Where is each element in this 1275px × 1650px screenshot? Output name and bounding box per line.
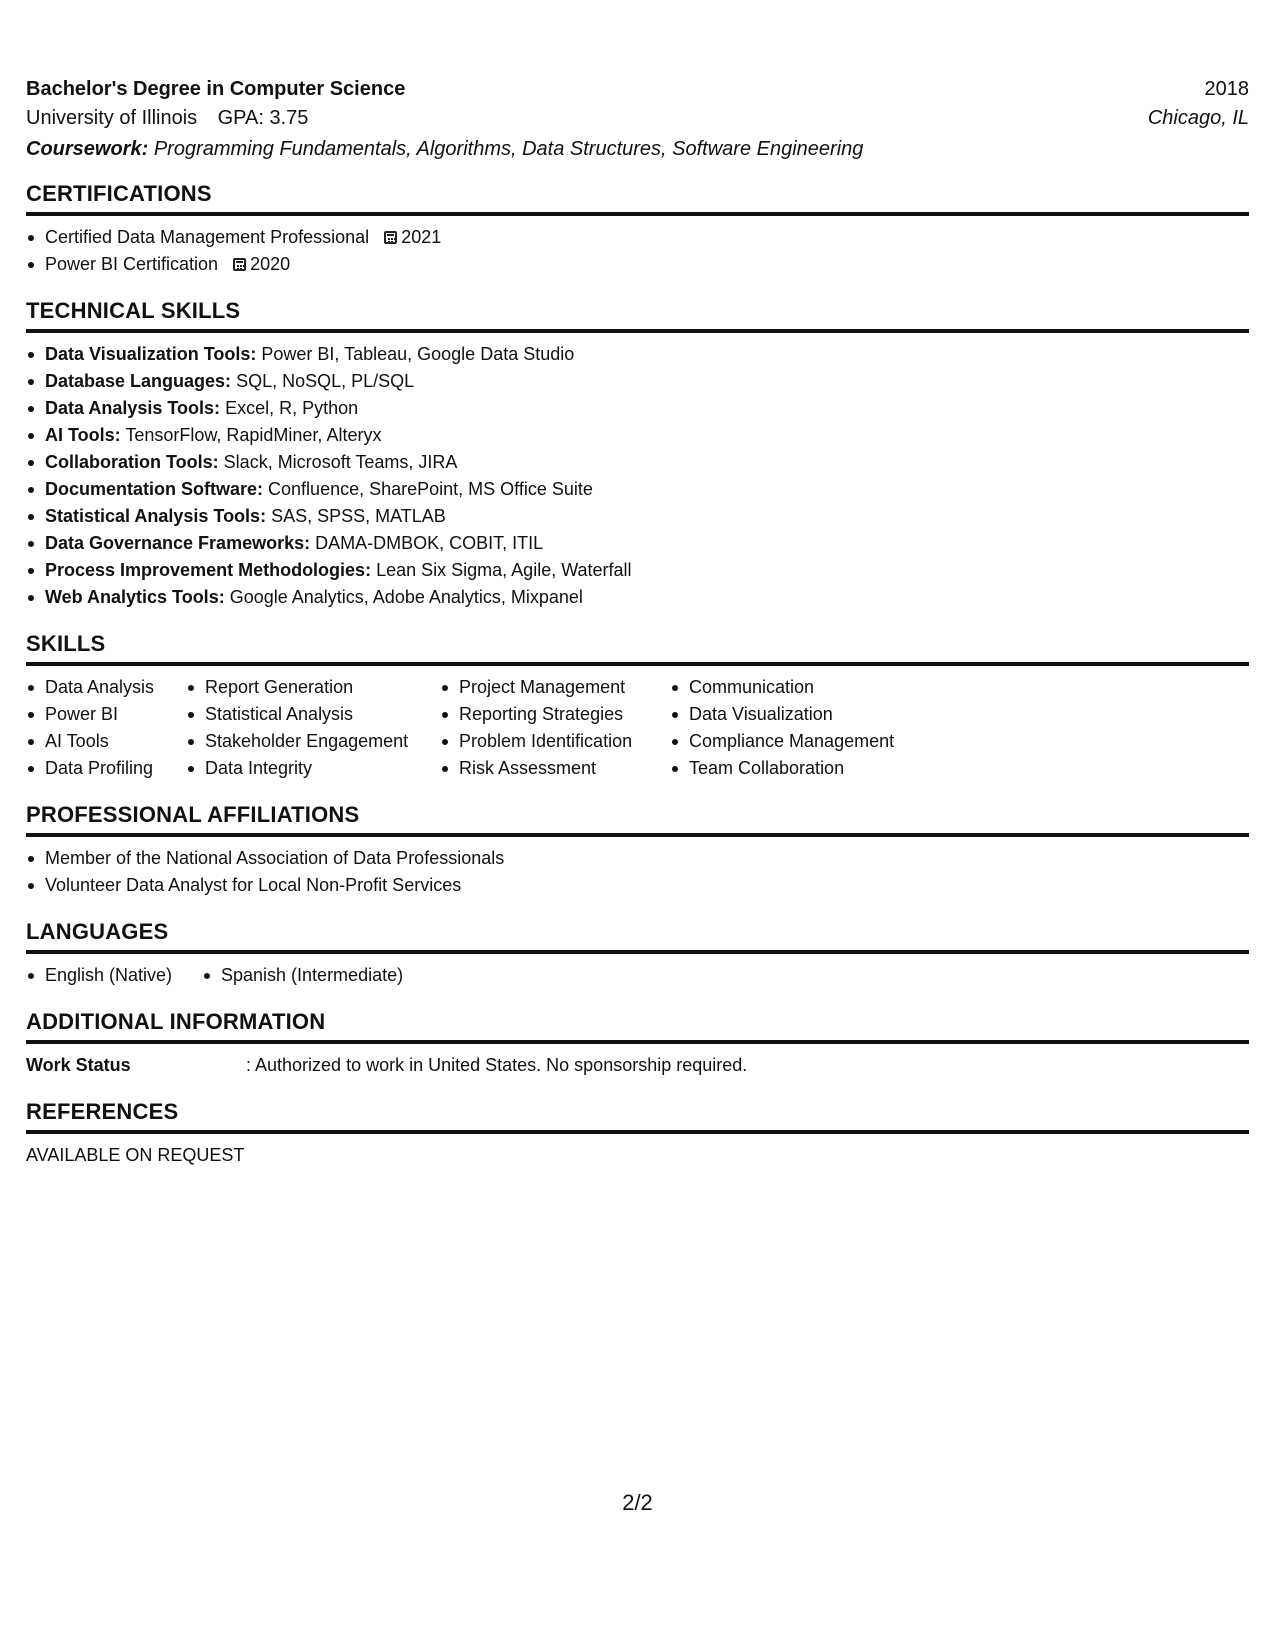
technical-skill-item <box>26 395 1249 422</box>
technical-skill-label: Data Governance Frameworks: <box>45 533 311 553</box>
technical-skill-label: Process Improvement Methodologies: <box>45 560 372 580</box>
skill-item: Data Analysis <box>26 674 186 701</box>
technical-skill-value: Google Analytics, Adobe Analytics, Mixpanel <box>229 587 583 607</box>
skill-item: Problem Identification <box>440 728 670 755</box>
education-degree: Bachelor's Degree in Computer Science <box>26 78 406 100</box>
work-status-row <box>26 1052 1249 1079</box>
technical-skill-label: Statistical Analysis Tools: <box>45 506 267 526</box>
technical-skills-list <box>26 341 1249 611</box>
technical-skill-value: TensorFlow, RapidMiner, Alteryx <box>125 425 382 445</box>
references-section <box>26 1099 1249 1169</box>
resume-page <box>26 78 1249 1169</box>
education-location: Chicago, IL <box>1147 107 1249 129</box>
technical-skills-title: TECHNICAL SKILLS <box>26 298 1249 333</box>
languages-row <box>26 962 1249 989</box>
skill-item: Project Management <box>440 674 670 701</box>
references-title: REFERENCES <box>26 1099 1249 1134</box>
certification-name: Certified Data Management Professional <box>45 227 370 247</box>
education-year: 2018 <box>1204 78 1249 100</box>
technical-skill-value: Power BI, Tableau, Google Data Studio <box>261 344 575 364</box>
education-school: University of Illinois <box>26 107 198 129</box>
affiliations-list <box>26 845 1249 899</box>
certification-name: Power BI Certification <box>45 254 219 274</box>
skill-item: Compliance Management <box>670 728 930 755</box>
work-status-label: Work Status <box>26 1055 131 1075</box>
skill-item: Reporting Strategies <box>440 701 670 728</box>
calendar-icon <box>384 231 397 244</box>
technical-skill-value: SAS, SPSS, MATLAB <box>271 506 446 526</box>
additional-info-section <box>26 1009 1249 1079</box>
skill-item: Statistical Analysis <box>186 701 440 728</box>
certification-year: 2020 <box>250 254 291 274</box>
technical-skill-item <box>26 341 1249 368</box>
technical-skill-value: SQL, NoSQL, PL/SQL <box>236 371 415 391</box>
skill-item: AI Tools <box>26 728 186 755</box>
coursework-value: Programming Fundamentals, Algorithms, Data Structures, Software Engineering <box>153 138 864 160</box>
skills-column <box>186 674 440 782</box>
references-text: AVAILABLE ON REQUEST <box>26 1145 245 1165</box>
skills-title: SKILLS <box>26 631 1249 666</box>
language-item: English (Native) <box>26 962 202 989</box>
education-block <box>26 78 1249 161</box>
certifications-list <box>26 224 1249 278</box>
technical-skill-item <box>26 422 1249 449</box>
technical-skill-label: Collaboration Tools: <box>45 452 219 472</box>
technical-skill-value: Lean Six Sigma, Agile, Waterfall <box>376 560 632 580</box>
technical-skill-value: Confluence, SharePoint, MS Office Suite <box>268 479 593 499</box>
technical-skill-value: Excel, R, Python <box>225 398 359 418</box>
technical-skill-label: Data Analysis Tools: <box>45 398 221 418</box>
calendar-icon <box>233 258 246 271</box>
skill-item: Power BI <box>26 701 186 728</box>
affiliation-item: Member of the National Association of Data Professionals <box>26 845 1249 872</box>
technical-skill-label: AI Tools: <box>45 425 121 445</box>
skill-item: Data Profiling <box>26 755 186 782</box>
skills-grid <box>26 674 1249 782</box>
skill-item: Risk Assessment <box>440 755 670 782</box>
certification-year: 2021 <box>401 227 442 247</box>
technical-skill-item <box>26 476 1249 503</box>
skill-item: Data Visualization <box>670 701 930 728</box>
technical-skill-item <box>26 584 1249 611</box>
certification-item <box>26 224 1249 251</box>
additional-info-title: ADDITIONAL INFORMATION <box>26 1009 1249 1044</box>
languages-section <box>26 919 1249 989</box>
affiliations-section <box>26 802 1249 899</box>
technical-skill-item <box>26 503 1249 530</box>
skill-item: Stakeholder Engagement <box>186 728 440 755</box>
certifications-section <box>26 181 1249 278</box>
skills-section <box>26 631 1249 782</box>
skill-item: Team Collaboration <box>670 755 930 782</box>
education-gpa: GPA: 3.75 <box>217 107 309 129</box>
coursework-label: Coursework: <box>26 138 149 160</box>
technical-skill-item <box>26 530 1249 557</box>
technical-skill-value: DAMA-DMBOK, COBIT, ITIL <box>315 533 544 553</box>
technical-skill-item <box>26 368 1249 395</box>
work-status-value: : Authorized to work in United States. No sponsorship required. <box>246 1055 748 1075</box>
page-number: 2/2 <box>622 1490 653 1515</box>
technical-skill-item <box>26 449 1249 476</box>
skill-item: Report Generation <box>186 674 440 701</box>
skills-column <box>440 674 670 782</box>
education-coursework <box>26 138 1249 161</box>
affiliations-title: PROFESSIONAL AFFILIATIONS <box>26 802 1249 837</box>
technical-skill-label: Web Analytics Tools: <box>45 587 225 607</box>
technical-skill-item <box>26 557 1249 584</box>
technical-skill-label: Data Visualization Tools: <box>45 344 257 364</box>
language-item: Spanish (Intermediate) <box>202 962 403 989</box>
technical-skills-section <box>26 298 1249 611</box>
technical-skill-label: Database Languages: <box>45 371 232 391</box>
skills-column <box>670 674 930 782</box>
skills-column <box>26 674 186 782</box>
skill-item: Communication <box>670 674 930 701</box>
languages-title: LANGUAGES <box>26 919 1249 954</box>
affiliation-item: Volunteer Data Analyst for Local Non-Profit Services <box>26 872 1249 899</box>
technical-skill-value: Slack, Microsoft Teams, JIRA <box>223 452 458 472</box>
certifications-title: CERTIFICATIONS <box>26 181 1249 216</box>
skill-item: Data Integrity <box>186 755 440 782</box>
certification-item <box>26 251 1249 278</box>
technical-skill-label: Documentation Software: <box>45 479 264 499</box>
